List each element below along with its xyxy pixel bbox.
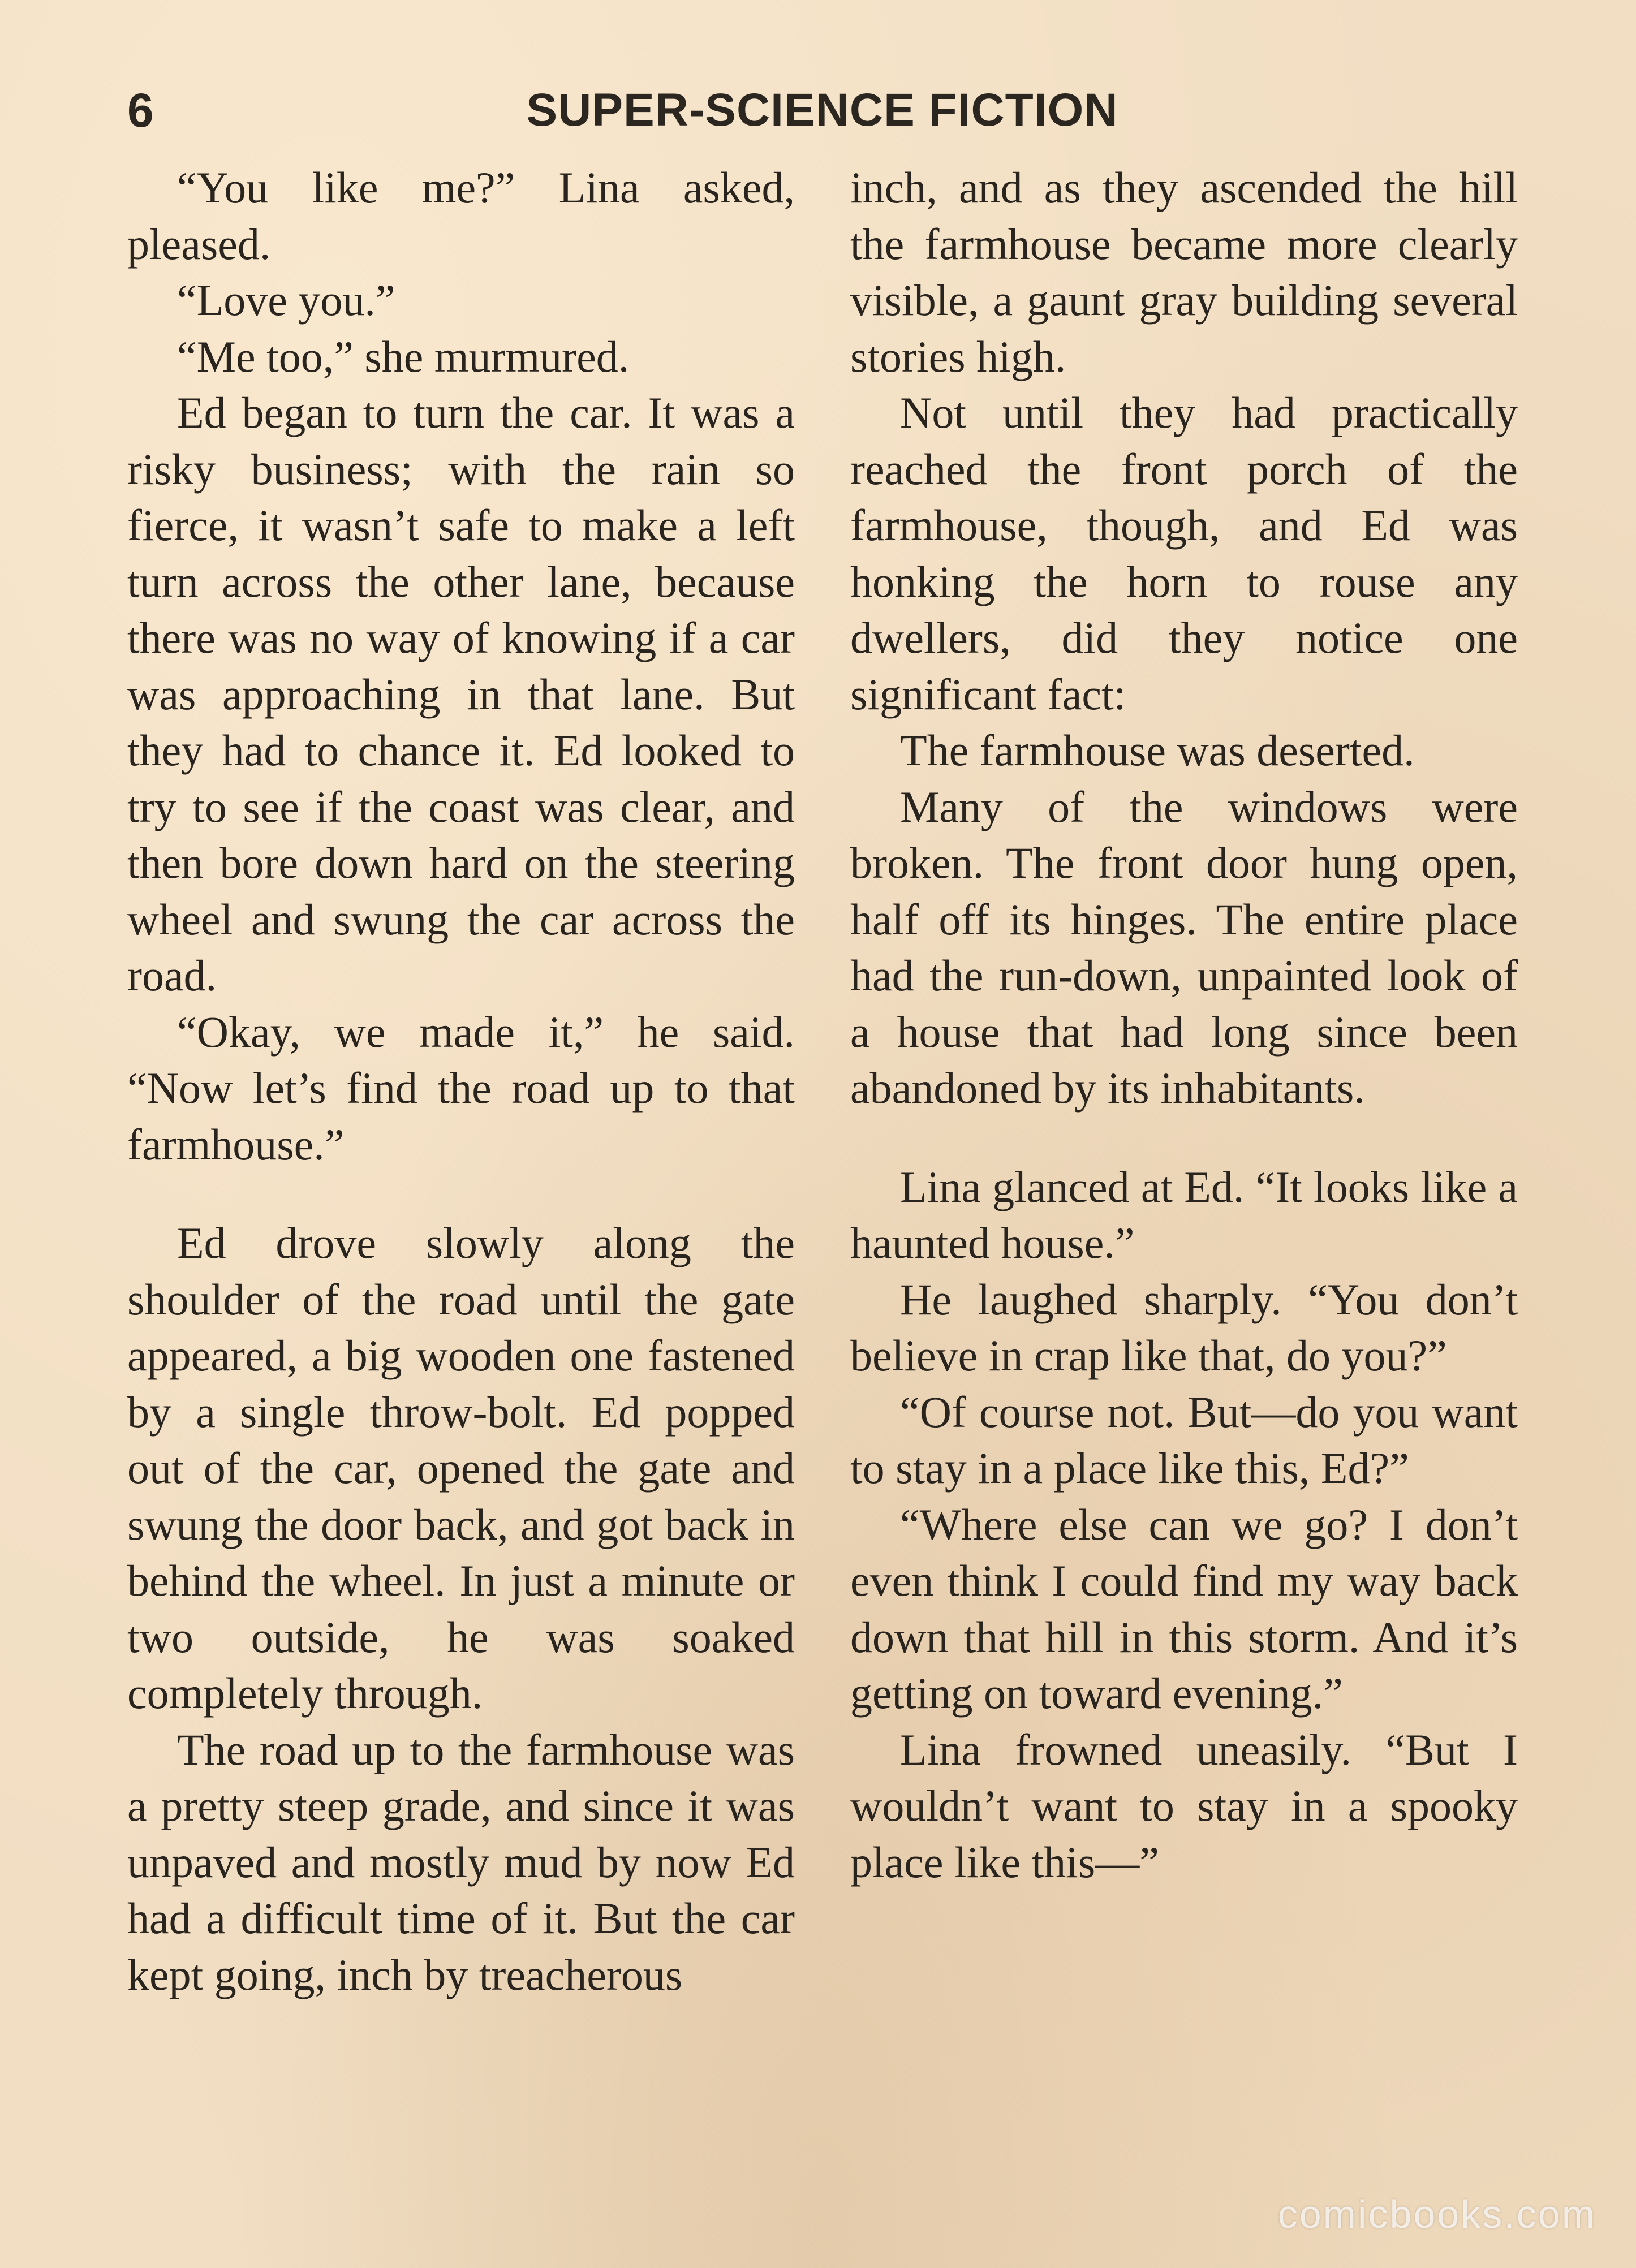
paragraph: He laughed sharply. “You don’t believe in crap like that, do you?” (850, 1274, 1518, 1380)
paragraph: “Love you.” (177, 275, 395, 325)
paragraph: “You like me?” Lina asked, pleased. (127, 163, 795, 269)
right-column (850, 159, 1518, 1890)
paragraph: Lina glanced at Ed. “It looks like a haunted house.” (850, 1162, 1518, 1267)
paragraph: “Where else can we go? I don’t even think I could find my way back down that hill in this storm. And it’s getting on toward evening.” (850, 1499, 1518, 1718)
paragraph: The road up to the farmhouse was a pretty steep grade, and since it was unpaved and mostly mud by now Ed had a difficult time of it. But the car kept going, inch by treacherous (127, 1724, 795, 1999)
paragraph: Many of the windows were broken. The front door hung open, half off its hinges. The entire place had the run-down, unpainted look of a house that had long since been abandoned by its inhabitants. (850, 782, 1518, 1113)
paragraph: “Me too,” she murmured. (177, 331, 630, 381)
section-break (850, 1116, 1518, 1159)
page-number: 6 (127, 84, 154, 137)
paragraph: Not until they had practically reached the front porch of the farmhouse, though, and Ed was honking the horn to rouse any dwellers, did they notice one significant fact: (850, 388, 1518, 719)
paragraph: “Of course not. But—do you want to stay in a place like this, Ed?” (850, 1387, 1518, 1493)
paragraph: Ed began to turn the car. It was a risky business; with the rain so fierce, it wasn’t safe to make a left turn across the other lane, because there was no way of knowing if a car was approaching in that lane. But they had to chance it. Ed looked to try to see if the coast was clear, and then bore down hard on the steering wheel and swung the car across the road. (127, 388, 795, 1000)
page-header (127, 74, 1517, 147)
paragraph: The farmhouse was deserted. (900, 726, 1415, 775)
left-column (127, 159, 795, 2003)
paragraph: Lina frowned uneasily. “But I wouldn’t want to stay in a spooky place like this—” (850, 1724, 1518, 1887)
paragraph: inch, and as they ascended the hill the farmhouse became more clearly visible, a gaunt gray building several stories high. (850, 163, 1518, 381)
running-head-title: SUPER-SCIENCE FICTION (526, 84, 1118, 136)
paragraph: Ed drove slowly along the shoulder of the road until the gate appeared, a big wooden one fastened by a single throw-bolt. Ed popped out of the car, opened the gate and swung the door back, and got back in behind the wheel. In just a minute or two outside, he was soaked completely through. (127, 1218, 795, 1718)
watermark: comicbooks.com (1277, 2192, 1596, 2236)
paragraph: “Okay, we made it,” he said. “Now let’s find the road up to that farmhouse.” (127, 1007, 795, 1169)
section-break (127, 1172, 795, 1215)
